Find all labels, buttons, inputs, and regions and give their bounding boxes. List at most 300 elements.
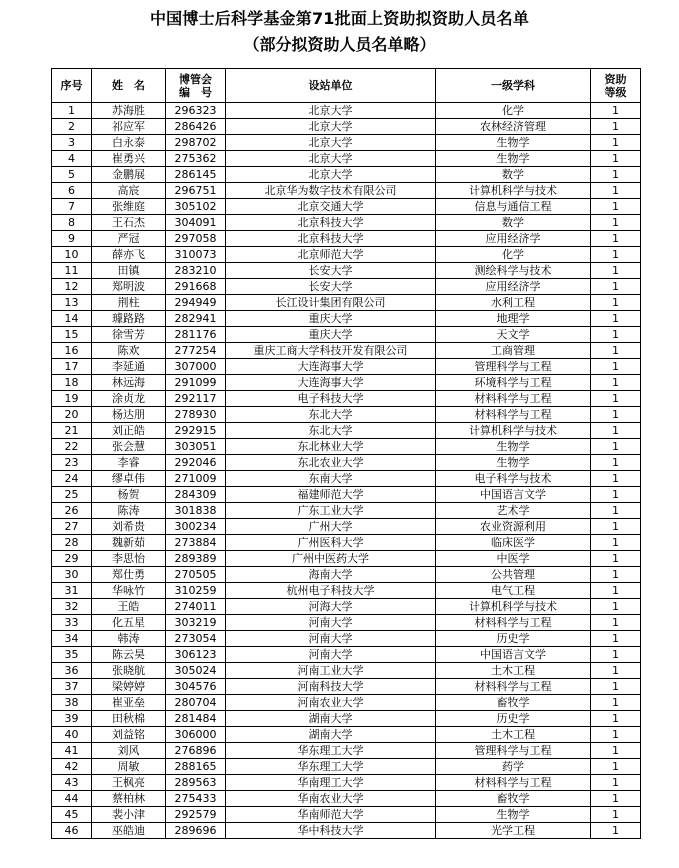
cell-subject: 土木工程 [436, 727, 591, 743]
cell-unit: 长江设计集团有限公司 [226, 295, 436, 311]
cell-name: 徐雪芳 [92, 327, 166, 343]
cell-name: 裴小津 [92, 807, 166, 823]
cell-level: 1 [591, 663, 641, 679]
cell-seq: 28 [52, 535, 92, 551]
cell-id: 306123 [166, 647, 226, 663]
cell-id: 297058 [166, 231, 226, 247]
cell-seq: 13 [52, 295, 92, 311]
cell-level: 1 [591, 615, 641, 631]
table-row [52, 151, 641, 167]
cell-name: 韩涛 [92, 631, 166, 647]
table-row [52, 263, 641, 279]
table-row [52, 615, 641, 631]
cell-unit: 河南农业大学 [226, 695, 436, 711]
cell-level: 1 [591, 647, 641, 663]
cell-level: 1 [591, 487, 641, 503]
table-row [52, 663, 641, 679]
table-row [52, 135, 641, 151]
cell-id: 303051 [166, 439, 226, 455]
cell-level: 1 [591, 215, 641, 231]
table-row [52, 583, 641, 599]
cell-level: 1 [591, 519, 641, 535]
cell-seq: 18 [52, 375, 92, 391]
table-row [52, 551, 641, 567]
cell-level: 1 [591, 375, 641, 391]
cell-seq: 32 [52, 599, 92, 615]
cell-name: 华咏竹 [92, 583, 166, 599]
cell-level: 1 [591, 471, 641, 487]
cell-subject: 计算机科学与技术 [436, 423, 591, 439]
cell-seq: 12 [52, 279, 92, 295]
cell-unit: 东北大学 [226, 407, 436, 423]
cell-unit: 北京交通大学 [226, 199, 436, 215]
table-row [52, 471, 641, 487]
cell-unit: 长安大学 [226, 279, 436, 295]
cell-subject: 生物学 [436, 151, 591, 167]
cell-unit: 北京大学 [226, 119, 436, 135]
cell-seq: 8 [52, 215, 92, 231]
cell-name: 杨贺 [92, 487, 166, 503]
header-level-line2: 等级 [604, 85, 627, 99]
cell-level: 1 [591, 503, 641, 519]
cell-level: 1 [591, 631, 641, 647]
cell-unit: 北京大学 [226, 151, 436, 167]
cell-id: 298702 [166, 135, 226, 151]
cell-name: 崔勇兴 [92, 151, 166, 167]
table-row [52, 519, 641, 535]
cell-unit: 华南理工大学 [226, 775, 436, 791]
cell-seq: 3 [52, 135, 92, 151]
cell-level: 1 [591, 311, 641, 327]
cell-name: 荆柱 [92, 295, 166, 311]
cell-unit: 大连海事大学 [226, 375, 436, 391]
cell-level: 1 [591, 103, 641, 119]
cell-name: 林远海 [92, 375, 166, 391]
cell-level: 1 [591, 695, 641, 711]
cell-level: 1 [591, 327, 641, 343]
cell-name: 张会慧 [92, 439, 166, 455]
table-row [52, 775, 641, 791]
cell-id: 305102 [166, 199, 226, 215]
cell-subject: 材料科学与工程 [436, 615, 591, 631]
cell-seq: 31 [52, 583, 92, 599]
cell-name: 李延通 [92, 359, 166, 375]
cell-id: 304576 [166, 679, 226, 695]
cell-seq: 27 [52, 519, 92, 535]
table-row [52, 407, 641, 423]
header-id-line2: 编 号 [179, 85, 212, 99]
cell-name: 崔亚垒 [92, 695, 166, 711]
table-body [52, 103, 641, 839]
cell-seq: 26 [52, 503, 92, 519]
cell-id: 296751 [166, 183, 226, 199]
cell-seq: 36 [52, 663, 92, 679]
cell-subject: 历史学 [436, 631, 591, 647]
cell-subject: 数学 [436, 215, 591, 231]
cell-seq: 43 [52, 775, 92, 791]
cell-id: 310073 [166, 247, 226, 263]
table-row [52, 327, 641, 343]
cell-subject: 农林经济管理 [436, 119, 591, 135]
table-row [52, 359, 641, 375]
cell-subject: 材料科学与工程 [436, 679, 591, 695]
cell-seq: 5 [52, 167, 92, 183]
cell-name: 陈欢 [92, 343, 166, 359]
cell-unit: 华东理工大学 [226, 743, 436, 759]
cell-subject: 公共管理 [436, 567, 591, 583]
cell-level: 1 [591, 199, 641, 215]
cell-level: 1 [591, 295, 641, 311]
cell-level: 1 [591, 247, 641, 263]
cell-subject: 材料科学与工程 [436, 391, 591, 407]
cell-id: 273054 [166, 631, 226, 647]
cell-level: 1 [591, 775, 641, 791]
cell-name: 化五星 [92, 615, 166, 631]
cell-name: 刘希贵 [92, 519, 166, 535]
header-id-line1: 博管会 [179, 72, 212, 86]
table-header-row [52, 69, 641, 103]
cell-id: 296323 [166, 103, 226, 119]
cell-seq: 46 [52, 823, 92, 839]
cell-seq: 23 [52, 455, 92, 471]
cell-id: 300234 [166, 519, 226, 535]
cell-unit: 福建师范大学 [226, 487, 436, 503]
cell-subject: 测绘科学与技术 [436, 263, 591, 279]
header-id [166, 69, 226, 103]
cell-unit: 河南大学 [226, 631, 436, 647]
cell-level: 1 [591, 167, 641, 183]
table-row [52, 807, 641, 823]
cell-subject: 电子科学与技术 [436, 471, 591, 487]
cell-subject: 生物学 [436, 439, 591, 455]
cell-unit: 北京华为数字技术有限公司 [226, 183, 436, 199]
cell-name: 陈涛 [92, 503, 166, 519]
cell-id: 271009 [166, 471, 226, 487]
cell-seq: 6 [52, 183, 92, 199]
cell-subject: 生物学 [436, 135, 591, 151]
cell-id: 275362 [166, 151, 226, 167]
cell-id: 278930 [166, 407, 226, 423]
cell-unit: 北京师范大学 [226, 247, 436, 263]
cell-subject: 生物学 [436, 807, 591, 823]
cell-unit: 广州医科大学 [226, 535, 436, 551]
cell-level: 1 [591, 759, 641, 775]
cell-seq: 2 [52, 119, 92, 135]
cell-subject: 天文学 [436, 327, 591, 343]
table-row [52, 599, 641, 615]
cell-name: 苏海胜 [92, 103, 166, 119]
cell-unit: 北京大学 [226, 135, 436, 151]
cell-subject: 材料科学与工程 [436, 407, 591, 423]
cell-id: 292117 [166, 391, 226, 407]
cell-name: 刘正皓 [92, 423, 166, 439]
cell-unit: 东北农业大学 [226, 455, 436, 471]
cell-seq: 29 [52, 551, 92, 567]
cell-subject: 水利工程 [436, 295, 591, 311]
cell-seq: 33 [52, 615, 92, 631]
cell-unit: 东北大学 [226, 423, 436, 439]
cell-subject: 地理学 [436, 311, 591, 327]
table-row [52, 231, 641, 247]
cell-level: 1 [591, 279, 641, 295]
cell-name: 陈云昊 [92, 647, 166, 663]
cell-name: 王石杰 [92, 215, 166, 231]
cell-unit: 东南大学 [226, 471, 436, 487]
cell-name: 李睿 [92, 455, 166, 471]
cell-level: 1 [591, 263, 641, 279]
table-row [52, 567, 641, 583]
document-subtitle: （部分拟资助人员名单略） [243, 35, 436, 54]
cell-seq: 15 [52, 327, 92, 343]
cell-name: 刘益铭 [92, 727, 166, 743]
cell-seq: 42 [52, 759, 92, 775]
table-row [52, 167, 641, 183]
table-row [52, 247, 641, 263]
cell-subject: 土木工程 [436, 663, 591, 679]
cell-level: 1 [591, 807, 641, 823]
cell-level: 1 [591, 551, 641, 567]
cell-name: 巫皓迪 [92, 823, 166, 839]
header-name: 姓 名 [92, 69, 166, 103]
cell-id: 303219 [166, 615, 226, 631]
cell-id: 274011 [166, 599, 226, 615]
cell-name: 涂贞龙 [92, 391, 166, 407]
cell-unit: 重庆大学 [226, 327, 436, 343]
funding-roster-table [51, 68, 641, 839]
cell-level: 1 [591, 535, 641, 551]
cell-unit: 华南师范大学 [226, 807, 436, 823]
cell-id: 292046 [166, 455, 226, 471]
cell-id: 277254 [166, 343, 226, 359]
cell-level: 1 [591, 743, 641, 759]
cell-name: 缪卓伟 [92, 471, 166, 487]
cell-subject: 管理科学与工程 [436, 359, 591, 375]
cell-name: 杨达朋 [92, 407, 166, 423]
cell-level: 1 [591, 359, 641, 375]
cell-name: 金鹏展 [92, 167, 166, 183]
cell-name: 李思怡 [92, 551, 166, 567]
cell-seq: 39 [52, 711, 92, 727]
table-row [52, 647, 641, 663]
table-row [52, 487, 641, 503]
cell-seq: 14 [52, 311, 92, 327]
cell-level: 1 [591, 135, 641, 151]
table-row [52, 711, 641, 727]
cell-unit: 广州大学 [226, 519, 436, 535]
cell-unit: 河海大学 [226, 599, 436, 615]
cell-name: 郑明波 [92, 279, 166, 295]
cell-subject: 畜牧学 [436, 695, 591, 711]
cell-name: 严冠 [92, 231, 166, 247]
cell-unit: 河南工业大学 [226, 663, 436, 679]
cell-seq: 45 [52, 807, 92, 823]
cell-name: 郑仕勇 [92, 567, 166, 583]
cell-id: 306000 [166, 727, 226, 743]
header-level [591, 69, 641, 103]
cell-seq: 1 [52, 103, 92, 119]
cell-level: 1 [591, 791, 641, 807]
table-row [52, 455, 641, 471]
cell-id: 275433 [166, 791, 226, 807]
table-row [52, 119, 641, 135]
cell-seq: 20 [52, 407, 92, 423]
cell-unit: 杭州电子科技大学 [226, 583, 436, 599]
cell-level: 1 [591, 583, 641, 599]
cell-level: 1 [591, 679, 641, 695]
cell-seq: 9 [52, 231, 92, 247]
cell-level: 1 [591, 231, 641, 247]
cell-subject: 历史学 [436, 711, 591, 727]
cell-unit: 大连海事大学 [226, 359, 436, 375]
table-row [52, 759, 641, 775]
table-row [52, 823, 641, 839]
cell-unit: 北京科技大学 [226, 231, 436, 247]
cell-level: 1 [591, 119, 641, 135]
cell-id: 310259 [166, 583, 226, 599]
cell-seq: 44 [52, 791, 92, 807]
cell-subject: 中国语言文学 [436, 487, 591, 503]
cell-subject: 化学 [436, 247, 591, 263]
table-row [52, 679, 641, 695]
cell-subject: 应用经济学 [436, 279, 591, 295]
cell-unit: 河南大学 [226, 647, 436, 663]
cell-name: 田镇 [92, 263, 166, 279]
cell-name: 魏新茹 [92, 535, 166, 551]
table-row [52, 375, 641, 391]
cell-id: 286426 [166, 119, 226, 135]
table-row [52, 295, 641, 311]
cell-subject: 化学 [436, 103, 591, 119]
cell-seq: 38 [52, 695, 92, 711]
cell-id: 281484 [166, 711, 226, 727]
cell-name: 白永泰 [92, 135, 166, 151]
cell-level: 1 [591, 343, 641, 359]
cell-unit: 华东理工大学 [226, 759, 436, 775]
cell-seq: 11 [52, 263, 92, 279]
cell-seq: 30 [52, 567, 92, 583]
cell-level: 1 [591, 151, 641, 167]
cell-unit: 河南大学 [226, 615, 436, 631]
table-row [52, 439, 641, 455]
cell-unit: 重庆大学 [226, 311, 436, 327]
cell-level: 1 [591, 567, 641, 583]
header-level-line1: 资助 [604, 72, 627, 86]
table-row [52, 695, 641, 711]
cell-unit: 广东工业大学 [226, 503, 436, 519]
cell-subject: 临床医学 [436, 535, 591, 551]
cell-id: 292579 [166, 807, 226, 823]
cell-level: 1 [591, 727, 641, 743]
cell-name: 高宸 [92, 183, 166, 199]
table-row [52, 791, 641, 807]
table-row [52, 535, 641, 551]
cell-id: 283210 [166, 263, 226, 279]
table-row [52, 727, 641, 743]
cell-subject: 艺术学 [436, 503, 591, 519]
cell-level: 1 [591, 823, 641, 839]
cell-id: 273884 [166, 535, 226, 551]
table-row [52, 743, 641, 759]
cell-unit: 海南大学 [226, 567, 436, 583]
cell-seq: 24 [52, 471, 92, 487]
cell-seq: 41 [52, 743, 92, 759]
cell-subject: 畜牧学 [436, 791, 591, 807]
cell-id: 284309 [166, 487, 226, 503]
cell-id: 289696 [166, 823, 226, 839]
cell-name: 王皓 [92, 599, 166, 615]
cell-id: 291099 [166, 375, 226, 391]
cell-id: 288165 [166, 759, 226, 775]
cell-unit: 北京科技大学 [226, 215, 436, 231]
cell-id: 291668 [166, 279, 226, 295]
cell-unit: 长安大学 [226, 263, 436, 279]
cell-unit: 广州中医药大学 [226, 551, 436, 567]
cell-subject: 光学工程 [436, 823, 591, 839]
cell-unit: 东北林业大学 [226, 439, 436, 455]
cell-subject: 生物学 [436, 455, 591, 471]
cell-level: 1 [591, 455, 641, 471]
table-row [52, 631, 641, 647]
cell-seq: 40 [52, 727, 92, 743]
cell-level: 1 [591, 711, 641, 727]
cell-id: 276896 [166, 743, 226, 759]
cell-unit: 湖南大学 [226, 711, 436, 727]
cell-id: 305024 [166, 663, 226, 679]
cell-id: 289563 [166, 775, 226, 791]
cell-level: 1 [591, 423, 641, 439]
header-subject: 一级学科 [436, 69, 591, 103]
cell-subject: 环境科学与工程 [436, 375, 591, 391]
header-seq: 序号 [52, 69, 92, 103]
cell-unit: 北京大学 [226, 167, 436, 183]
cell-subject: 中医学 [436, 551, 591, 567]
table-row [52, 311, 641, 327]
cell-name: 梁婷婷 [92, 679, 166, 695]
table-row [52, 423, 641, 439]
cell-seq: 7 [52, 199, 92, 215]
cell-unit: 北京大学 [226, 103, 436, 119]
cell-name: 薛亦飞 [92, 247, 166, 263]
table-row [52, 391, 641, 407]
table-row [52, 279, 641, 295]
cell-name: 蔡柏林 [92, 791, 166, 807]
cell-seq: 16 [52, 343, 92, 359]
cell-unit: 湖南大学 [226, 727, 436, 743]
cell-id: 307000 [166, 359, 226, 375]
header-unit: 设站单位 [226, 69, 436, 103]
cell-seq: 10 [52, 247, 92, 263]
cell-name: 张晓航 [92, 663, 166, 679]
cell-seq: 34 [52, 631, 92, 647]
cell-id: 301838 [166, 503, 226, 519]
table-row [52, 103, 641, 119]
cell-id: 280704 [166, 695, 226, 711]
cell-name: 田秋棉 [92, 711, 166, 727]
cell-id: 294949 [166, 295, 226, 311]
cell-seq: 17 [52, 359, 92, 375]
cell-seq: 4 [52, 151, 92, 167]
cell-subject: 应用经济学 [436, 231, 591, 247]
cell-unit: 华中科技大学 [226, 823, 436, 839]
cell-unit: 河南科技大学 [226, 679, 436, 695]
cell-subject: 电气工程 [436, 583, 591, 599]
cell-subject: 计算机科学与技术 [436, 599, 591, 615]
cell-name: 璩路路 [92, 311, 166, 327]
cell-seq: 19 [52, 391, 92, 407]
cell-id: 292915 [166, 423, 226, 439]
table-row [52, 183, 641, 199]
cell-seq: 35 [52, 647, 92, 663]
